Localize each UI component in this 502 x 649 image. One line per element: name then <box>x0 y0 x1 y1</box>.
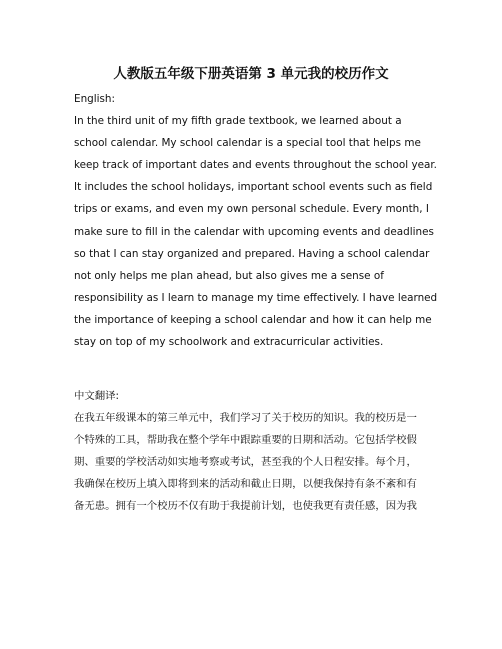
chinese-line: 个特殊的工具，帮助我在整个学年中跟踪重要的日期和活动。它包括学校假 <box>74 434 417 447</box>
english-line: so that I can stay organized and prepared. Having a school calendar <box>74 247 430 260</box>
chinese-line: 在我五年级课本的第三单元中，我们学习了关于校历的知识。我的校历是一 <box>74 412 417 425</box>
english-heading: English: <box>74 93 116 105</box>
english-line: school calendar. My school calendar is a special tool that helps me <box>74 137 421 150</box>
english-line: keep track of important dates and events throughout the school year. <box>74 159 437 172</box>
chinese-section <box>74 385 444 518</box>
chinese-heading: 中文翻译: <box>74 390 120 402</box>
english-line: stay on top of my schoolwork and extracurricular activities. <box>74 336 384 349</box>
english-line: not only helps me plan ahead, but also gives me a sense of <box>74 269 384 282</box>
chinese-line: 备无患。拥有一个校历不仅有助于我提前计划，也使我更有责任感，因为我 <box>74 500 417 513</box>
document-title: 人教版五年级下册英语第 3 单元我的校历作文 <box>113 66 389 82</box>
english-section <box>74 88 444 353</box>
chinese-line: 我确保在校历上填入即将到来的活动和截止日期，以便我保持有条不紊和有 <box>74 478 417 491</box>
english-line: In the third unit of my fifth grade textbook, we learned about a <box>74 115 402 128</box>
english-line: make sure to fill in the calendar with upcoming events and deadlines <box>74 225 434 238</box>
english-line: the importance of keeping a school calendar and how it can help me <box>74 313 432 326</box>
chinese-line: 期、重要的学校活动如实地考察或考试，甚至我的个人日程安排。每个月， <box>74 456 417 469</box>
english-line: It includes the school holidays, important school events such as field <box>74 181 433 194</box>
english-line: responsibility as I learn to manage my time effectively. I have learned <box>74 291 438 304</box>
english-line: trips or exams, and even my own personal schedule. Every month, I <box>74 203 429 216</box>
